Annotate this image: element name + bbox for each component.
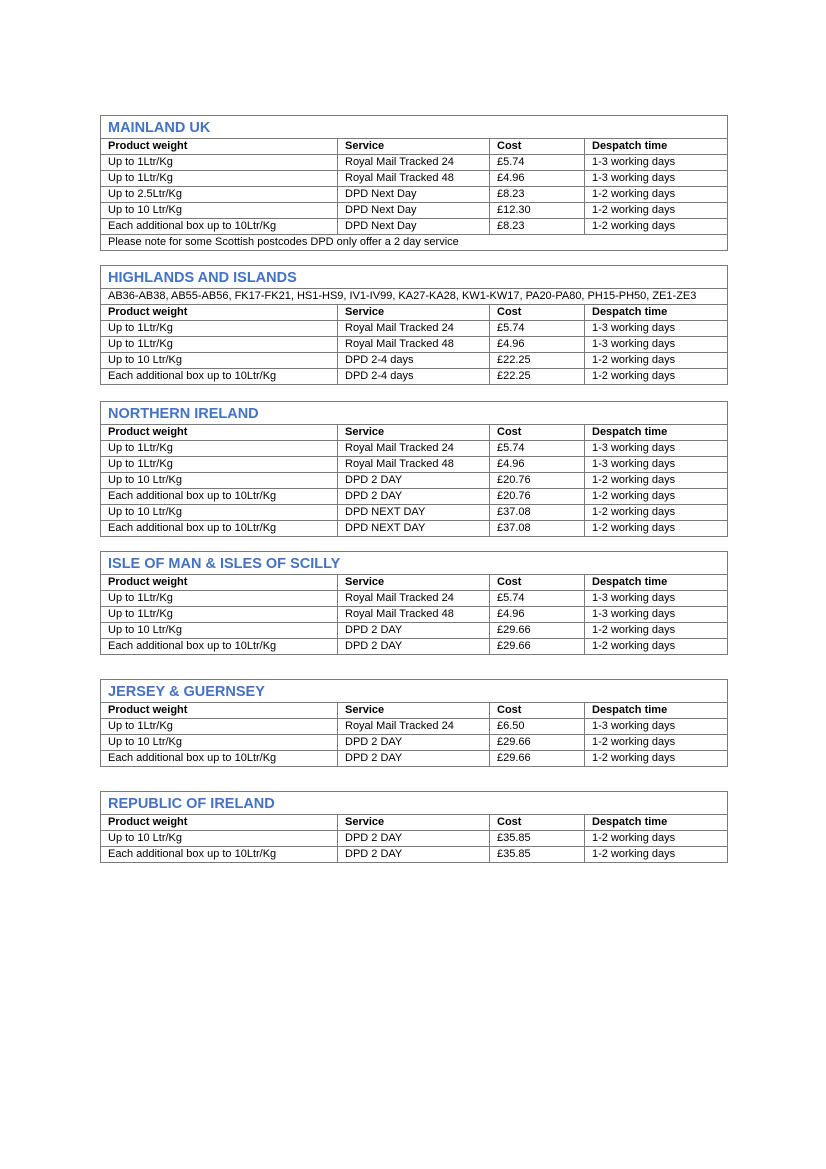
cost-cell: £29.66 [490, 639, 585, 655]
header-cost: Cost [490, 815, 585, 831]
cost-cell: £29.66 [490, 735, 585, 751]
table-header-row [101, 305, 728, 321]
header-despatch-time: Despatch time [585, 815, 728, 831]
header-despatch-time: Despatch time [585, 139, 728, 155]
service-cell: Royal Mail Tracked 24 [338, 591, 490, 607]
cost-cell: £12.30 [490, 203, 585, 219]
cost-cell: £35.85 [490, 847, 585, 863]
header-cost: Cost [490, 575, 585, 591]
service-cell: DPD 2-4 days [338, 353, 490, 369]
table-row [101, 591, 728, 607]
product-weight-cell: Up to 1Ltr/Kg [101, 155, 338, 171]
cost-cell: £22.25 [490, 353, 585, 369]
table-row [101, 639, 728, 655]
product-weight-cell: Up to 1Ltr/Kg [101, 321, 338, 337]
shipping-table [100, 791, 728, 863]
service-cell: DPD NEXT DAY [338, 521, 490, 537]
product-weight-cell: Up to 1Ltr/Kg [101, 719, 338, 735]
service-cell: DPD 2 DAY [338, 639, 490, 655]
table-row [101, 607, 728, 623]
section-northern-ireland [100, 401, 727, 537]
product-weight-cell: Each additional box up to 10Ltr/Kg [101, 751, 338, 767]
cost-cell: £5.74 [490, 441, 585, 457]
service-cell: DPD 2 DAY [338, 831, 490, 847]
cost-cell: £37.08 [490, 505, 585, 521]
table-row [101, 353, 728, 369]
service-cell: Royal Mail Tracked 24 [338, 155, 490, 171]
service-cell: DPD 2 DAY [338, 735, 490, 751]
product-weight-cell: Up to 10 Ltr/Kg [101, 831, 338, 847]
service-cell: DPD 2 DAY [338, 473, 490, 489]
cost-cell: £5.74 [490, 591, 585, 607]
cost-cell: £37.08 [490, 521, 585, 537]
section-title-row [101, 402, 728, 425]
header-product-weight: Product weight [101, 703, 338, 719]
product-weight-cell: Up to 1Ltr/Kg [101, 441, 338, 457]
table-header-row [101, 815, 728, 831]
section-title: MAINLAND UK [101, 116, 728, 139]
cost-cell: £5.74 [490, 321, 585, 337]
despatch-time-cell: 1-2 working days [585, 489, 728, 505]
service-cell: DPD Next Day [338, 187, 490, 203]
header-service: Service [338, 703, 490, 719]
despatch-time-cell: 1-2 working days [585, 353, 728, 369]
despatch-time-cell: 1-2 working days [585, 751, 728, 767]
section-mainland-uk [100, 115, 727, 251]
cost-cell: £4.96 [490, 457, 585, 473]
despatch-time-cell: 1-2 working days [585, 219, 728, 235]
despatch-time-cell: 1-2 working days [585, 505, 728, 521]
table-row [101, 623, 728, 639]
despatch-time-cell: 1-3 working days [585, 719, 728, 735]
product-weight-cell: Up to 10 Ltr/Kg [101, 203, 338, 219]
header-cost: Cost [490, 305, 585, 321]
despatch-time-cell: 1-2 working days [585, 187, 728, 203]
header-service: Service [338, 575, 490, 591]
service-cell: Royal Mail Tracked 24 [338, 441, 490, 457]
product-weight-cell: Each additional box up to 10Ltr/Kg [101, 639, 338, 655]
header-despatch-time: Despatch time [585, 425, 728, 441]
cost-cell: £22.25 [490, 369, 585, 385]
table-row [101, 155, 728, 171]
despatch-time-cell: 1-2 working days [585, 831, 728, 847]
service-cell: Royal Mail Tracked 24 [338, 321, 490, 337]
table-row [101, 751, 728, 767]
product-weight-cell: Up to 1Ltr/Kg [101, 457, 338, 473]
product-weight-cell: Each additional box up to 10Ltr/Kg [101, 369, 338, 385]
table-row [101, 187, 728, 203]
table-row [101, 219, 728, 235]
cost-cell: £20.76 [490, 489, 585, 505]
product-weight-cell: Up to 10 Ltr/Kg [101, 623, 338, 639]
service-note: Please note for some Scottish postcodes DPD only offer a 2 day service [101, 235, 728, 251]
product-weight-cell: Each additional box up to 10Ltr/Kg [101, 489, 338, 505]
shipping-table [100, 265, 728, 385]
despatch-time-cell: 1-3 working days [585, 441, 728, 457]
despatch-time-cell: 1-3 working days [585, 171, 728, 187]
header-cost: Cost [490, 139, 585, 155]
product-weight-cell: Each additional box up to 10Ltr/Kg [101, 847, 338, 863]
table-row [101, 337, 728, 353]
header-despatch-time: Despatch time [585, 703, 728, 719]
section-title: REPUBLIC OF IRELAND [101, 792, 728, 815]
service-cell: DPD Next Day [338, 219, 490, 235]
product-weight-cell: Up to 1Ltr/Kg [101, 337, 338, 353]
product-weight-cell: Up to 10 Ltr/Kg [101, 473, 338, 489]
section-title-row [101, 266, 728, 289]
note-row [101, 235, 728, 251]
section-title-row [101, 552, 728, 575]
despatch-time-cell: 1-2 working days [585, 623, 728, 639]
header-cost: Cost [490, 703, 585, 719]
despatch-time-cell: 1-3 working days [585, 337, 728, 353]
postcode-row [101, 289, 728, 305]
service-cell: DPD NEXT DAY [338, 505, 490, 521]
section-title-row [101, 116, 728, 139]
header-product-weight: Product weight [101, 575, 338, 591]
header-service: Service [338, 139, 490, 155]
cost-cell: £8.23 [490, 187, 585, 203]
header-product-weight: Product weight [101, 815, 338, 831]
service-cell: Royal Mail Tracked 48 [338, 607, 490, 623]
table-row [101, 457, 728, 473]
cost-cell: £4.96 [490, 607, 585, 623]
product-weight-cell: Up to 2.5Ltr/Kg [101, 187, 338, 203]
service-cell: Royal Mail Tracked 48 [338, 337, 490, 353]
header-product-weight: Product weight [101, 305, 338, 321]
table-row [101, 505, 728, 521]
table-row [101, 719, 728, 735]
section-republic-of-ireland [100, 791, 727, 863]
table-row [101, 441, 728, 457]
product-weight-cell: Up to 10 Ltr/Kg [101, 735, 338, 751]
product-weight-cell: Up to 10 Ltr/Kg [101, 353, 338, 369]
service-cell: DPD 2 DAY [338, 847, 490, 863]
product-weight-cell: Up to 1Ltr/Kg [101, 607, 338, 623]
cost-cell: £29.66 [490, 623, 585, 639]
header-despatch-time: Despatch time [585, 305, 728, 321]
despatch-time-cell: 1-2 working days [585, 369, 728, 385]
table-row [101, 521, 728, 537]
table-header-row [101, 575, 728, 591]
header-product-weight: Product weight [101, 139, 338, 155]
service-cell: Royal Mail Tracked 24 [338, 719, 490, 735]
product-weight-cell: Each additional box up to 10Ltr/Kg [101, 521, 338, 537]
shipping-table [100, 551, 728, 655]
table-row [101, 847, 728, 863]
despatch-time-cell: 1-3 working days [585, 607, 728, 623]
shipping-table [100, 115, 728, 251]
shipping-table [100, 401, 728, 537]
service-cell: Royal Mail Tracked 48 [338, 457, 490, 473]
section-title-row [101, 680, 728, 703]
product-weight-cell: Each additional box up to 10Ltr/Kg [101, 219, 338, 235]
product-weight-cell: Up to 1Ltr/Kg [101, 591, 338, 607]
cost-cell: £29.66 [490, 751, 585, 767]
table-row [101, 171, 728, 187]
service-cell: DPD 2-4 days [338, 369, 490, 385]
table-row [101, 735, 728, 751]
table-row [101, 203, 728, 219]
table-row [101, 369, 728, 385]
table-header-row [101, 139, 728, 155]
shipping-table [100, 679, 728, 767]
despatch-time-cell: 1-3 working days [585, 457, 728, 473]
shipping-rates-document [100, 115, 727, 863]
cost-cell: £6.50 [490, 719, 585, 735]
despatch-time-cell: 1-3 working days [585, 155, 728, 171]
cost-cell: £20.76 [490, 473, 585, 489]
section-jersey-guernsey [100, 679, 727, 767]
despatch-time-cell: 1-2 working days [585, 639, 728, 655]
cost-cell: £4.96 [490, 171, 585, 187]
table-row [101, 831, 728, 847]
section-highlands-and-islands [100, 265, 727, 385]
postcode-list: AB36-AB38, AB55-AB56, FK17-FK21, HS1-HS9, IV1-IV99, KA27-KA28, KW1-KW17, PA20-PA80, PH15-PH50, ZE1-ZE3 [101, 289, 728, 305]
product-weight-cell: Up to 10 Ltr/Kg [101, 505, 338, 521]
section-title: JERSEY & GUERNSEY [101, 680, 728, 703]
service-cell: Royal Mail Tracked 48 [338, 171, 490, 187]
section-title: ISLE OF MAN & ISLES OF SCILLY [101, 552, 728, 575]
service-cell: DPD 2 DAY [338, 489, 490, 505]
despatch-time-cell: 1-2 working days [585, 735, 728, 751]
table-header-row [101, 425, 728, 441]
section-title-row [101, 792, 728, 815]
despatch-time-cell: 1-2 working days [585, 203, 728, 219]
despatch-time-cell: 1-2 working days [585, 521, 728, 537]
service-cell: DPD 2 DAY [338, 623, 490, 639]
table-row [101, 321, 728, 337]
table-row [101, 489, 728, 505]
table-header-row [101, 703, 728, 719]
despatch-time-cell: 1-3 working days [585, 321, 728, 337]
cost-cell: £5.74 [490, 155, 585, 171]
product-weight-cell: Up to 1Ltr/Kg [101, 171, 338, 187]
despatch-time-cell: 1-3 working days [585, 591, 728, 607]
header-despatch-time: Despatch time [585, 575, 728, 591]
section-title: HIGHLANDS AND ISLANDS [101, 266, 728, 289]
header-service: Service [338, 815, 490, 831]
cost-cell: £35.85 [490, 831, 585, 847]
cost-cell: £8.23 [490, 219, 585, 235]
section-isle-of-man-isles-of-scilly [100, 551, 727, 655]
cost-cell: £4.96 [490, 337, 585, 353]
table-row [101, 473, 728, 489]
header-cost: Cost [490, 425, 585, 441]
despatch-time-cell: 1-2 working days [585, 847, 728, 863]
service-cell: DPD 2 DAY [338, 751, 490, 767]
header-product-weight: Product weight [101, 425, 338, 441]
despatch-time-cell: 1-2 working days [585, 473, 728, 489]
section-title: NORTHERN IRELAND [101, 402, 728, 425]
service-cell: DPD Next Day [338, 203, 490, 219]
header-service: Service [338, 425, 490, 441]
header-service: Service [338, 305, 490, 321]
